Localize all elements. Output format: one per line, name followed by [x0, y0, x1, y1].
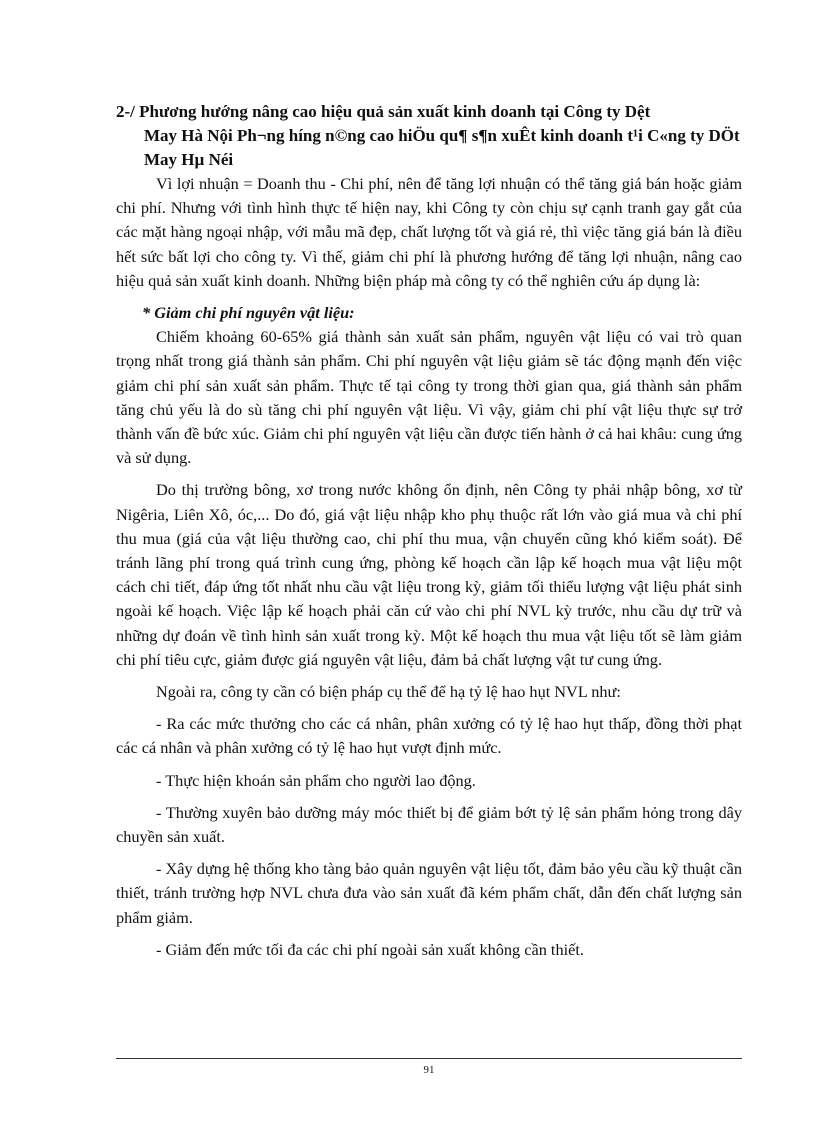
subheading: * Giảm chi phí nguyên vật liệu: [142, 303, 355, 323]
footer-divider [116, 1058, 742, 1059]
page-number: 91 [423, 1064, 435, 1076]
list-item: - Giảm đến mức tối đa các chi phí ngoài sản xuất không cần thiết. [156, 939, 584, 959]
list-item: - Thường xuyên bảo dưỡng máy móc thiết bị để giảm bớt tỷ lệ sản phẩm hỏng trong dây chuyền sản xuất. [116, 802, 742, 847]
paragraph-measures-intro: Ngoài ra, công ty cần có biện pháp cụ thể để hạ tỷ lệ hao hụt NVL như: [156, 682, 621, 702]
heading-line-1: 2-/ Phương hướng nâng cao hiệu quả sản xuất kinh doanh tại Công ty Dệt [116, 102, 651, 121]
heading-line-2: May Hà Nội Ph¬ng híng n©ng cao hiÖu qu¶ s¶n xuÊt kinh doanh t¹i C«ng ty DÖt May Hµ Néi [144, 126, 740, 169]
paragraph-material-cost: Chiếm khoảng 60-65% giá thành sản xuất sản phẩm, nguyên vật liệu có vai trò quan trọng nhất trong giá thành sản phẩm. Chi phí nguyên vật liệu giảm sẽ tác động mạnh đến việc giảm chi phí sản xuất sản phẩm. Thực tế tại công ty trong thời gian qua, giá thành sản phẩm tăng chủ yếu là do sù tăng chi phí nguyên vật liệu. Vì vậy, giảm chi phí vật liệu thực sự trở thành vấn đề bức xúc. Giảm chi phí nguyên vật liệu cần được tiến hành ở cả hai khâu: cung ứng và sử dụng. [116, 327, 742, 468]
list-item: - Xây dựng hệ thống kho tàng bảo quản nguyên vật liệu tốt, đảm bảo yêu cầu kỹ thuật cần thiết, tránh trường hợp NVL chưa đưa vào sản xuất đã kém phẩm chất, dẫn đến chất lượng sản phẩm giảm. [116, 859, 742, 927]
paragraph-intro: Vì lợi nhuận = Doanh thu - Chi phí, nên để tăng lợi nhuận có thể tăng giá bán hoặc giảm chi phí. Nhưng với tình hình thực tế hiện nay, khi Công ty còn chịu sự cạnh tranh gay gắt của các mặt hàng ngoại nhập, với mẫu mã đẹp, chất lượng tốt và giá rẻ, thì việc tăng giá bán là điều hết sức bất lợi cho công ty. Vì thế, giảm chi phí là phương hướng để tăng lợi nhuận, nâng cao hiệu quả sản xuất kinh doanh. Những biện pháp mà công ty có thể nghiên cứu áp dụng là: [116, 174, 742, 290]
list-item: - Thực hiện khoán sản phẩm cho người lao động. [156, 770, 476, 790]
section-heading [116, 100, 756, 172]
body-text [116, 172, 742, 970]
paragraph-supply: Do thị trường bông, xơ trong nước không ổn định, nên Công ty phải nhập bông, xơ từ Nigêria, Liên Xô, óc,... Do đó, giá vật liệu nhập kho phụ thuộc rất lớn vào giá mua và chi phí thu mua (giá của vật liệu thường cao, chi phí thu mua, vận chuyển cũng khó kiểm soát). Để tránh lãng phí trong quá trình cung ứng, phòng kế hoạch cần lập kế hoạch mua vật liệu một cách chi tiết, đáp ứng tốt nhất nhu cầu vật liệu trong kỳ, giảm tối thiểu lượng vật liệu phát sinh ngoài kế hoạch. Việc lập kế hoạch phải căn cứ vào chi phí NVL kỳ trước, nhu cầu dự trữ và những dự đoán về tình hình sản xuất trong kỳ. Một kế hoạch thu mua vật liệu tốt sẽ làm giảm chi phí tiêu cực, giảm được giá nguyên vật liệu, đảm bả chất lượng vật tư cung ứng. [116, 480, 742, 669]
list-item: - Ra các mức thưởng cho các cá nhân, phân xưởng có tỷ lệ hao hụt thấp, đồng thời phạt các cá nhân và phân xưởng có tỷ lệ hao hụt vượt định mức. [116, 714, 742, 758]
